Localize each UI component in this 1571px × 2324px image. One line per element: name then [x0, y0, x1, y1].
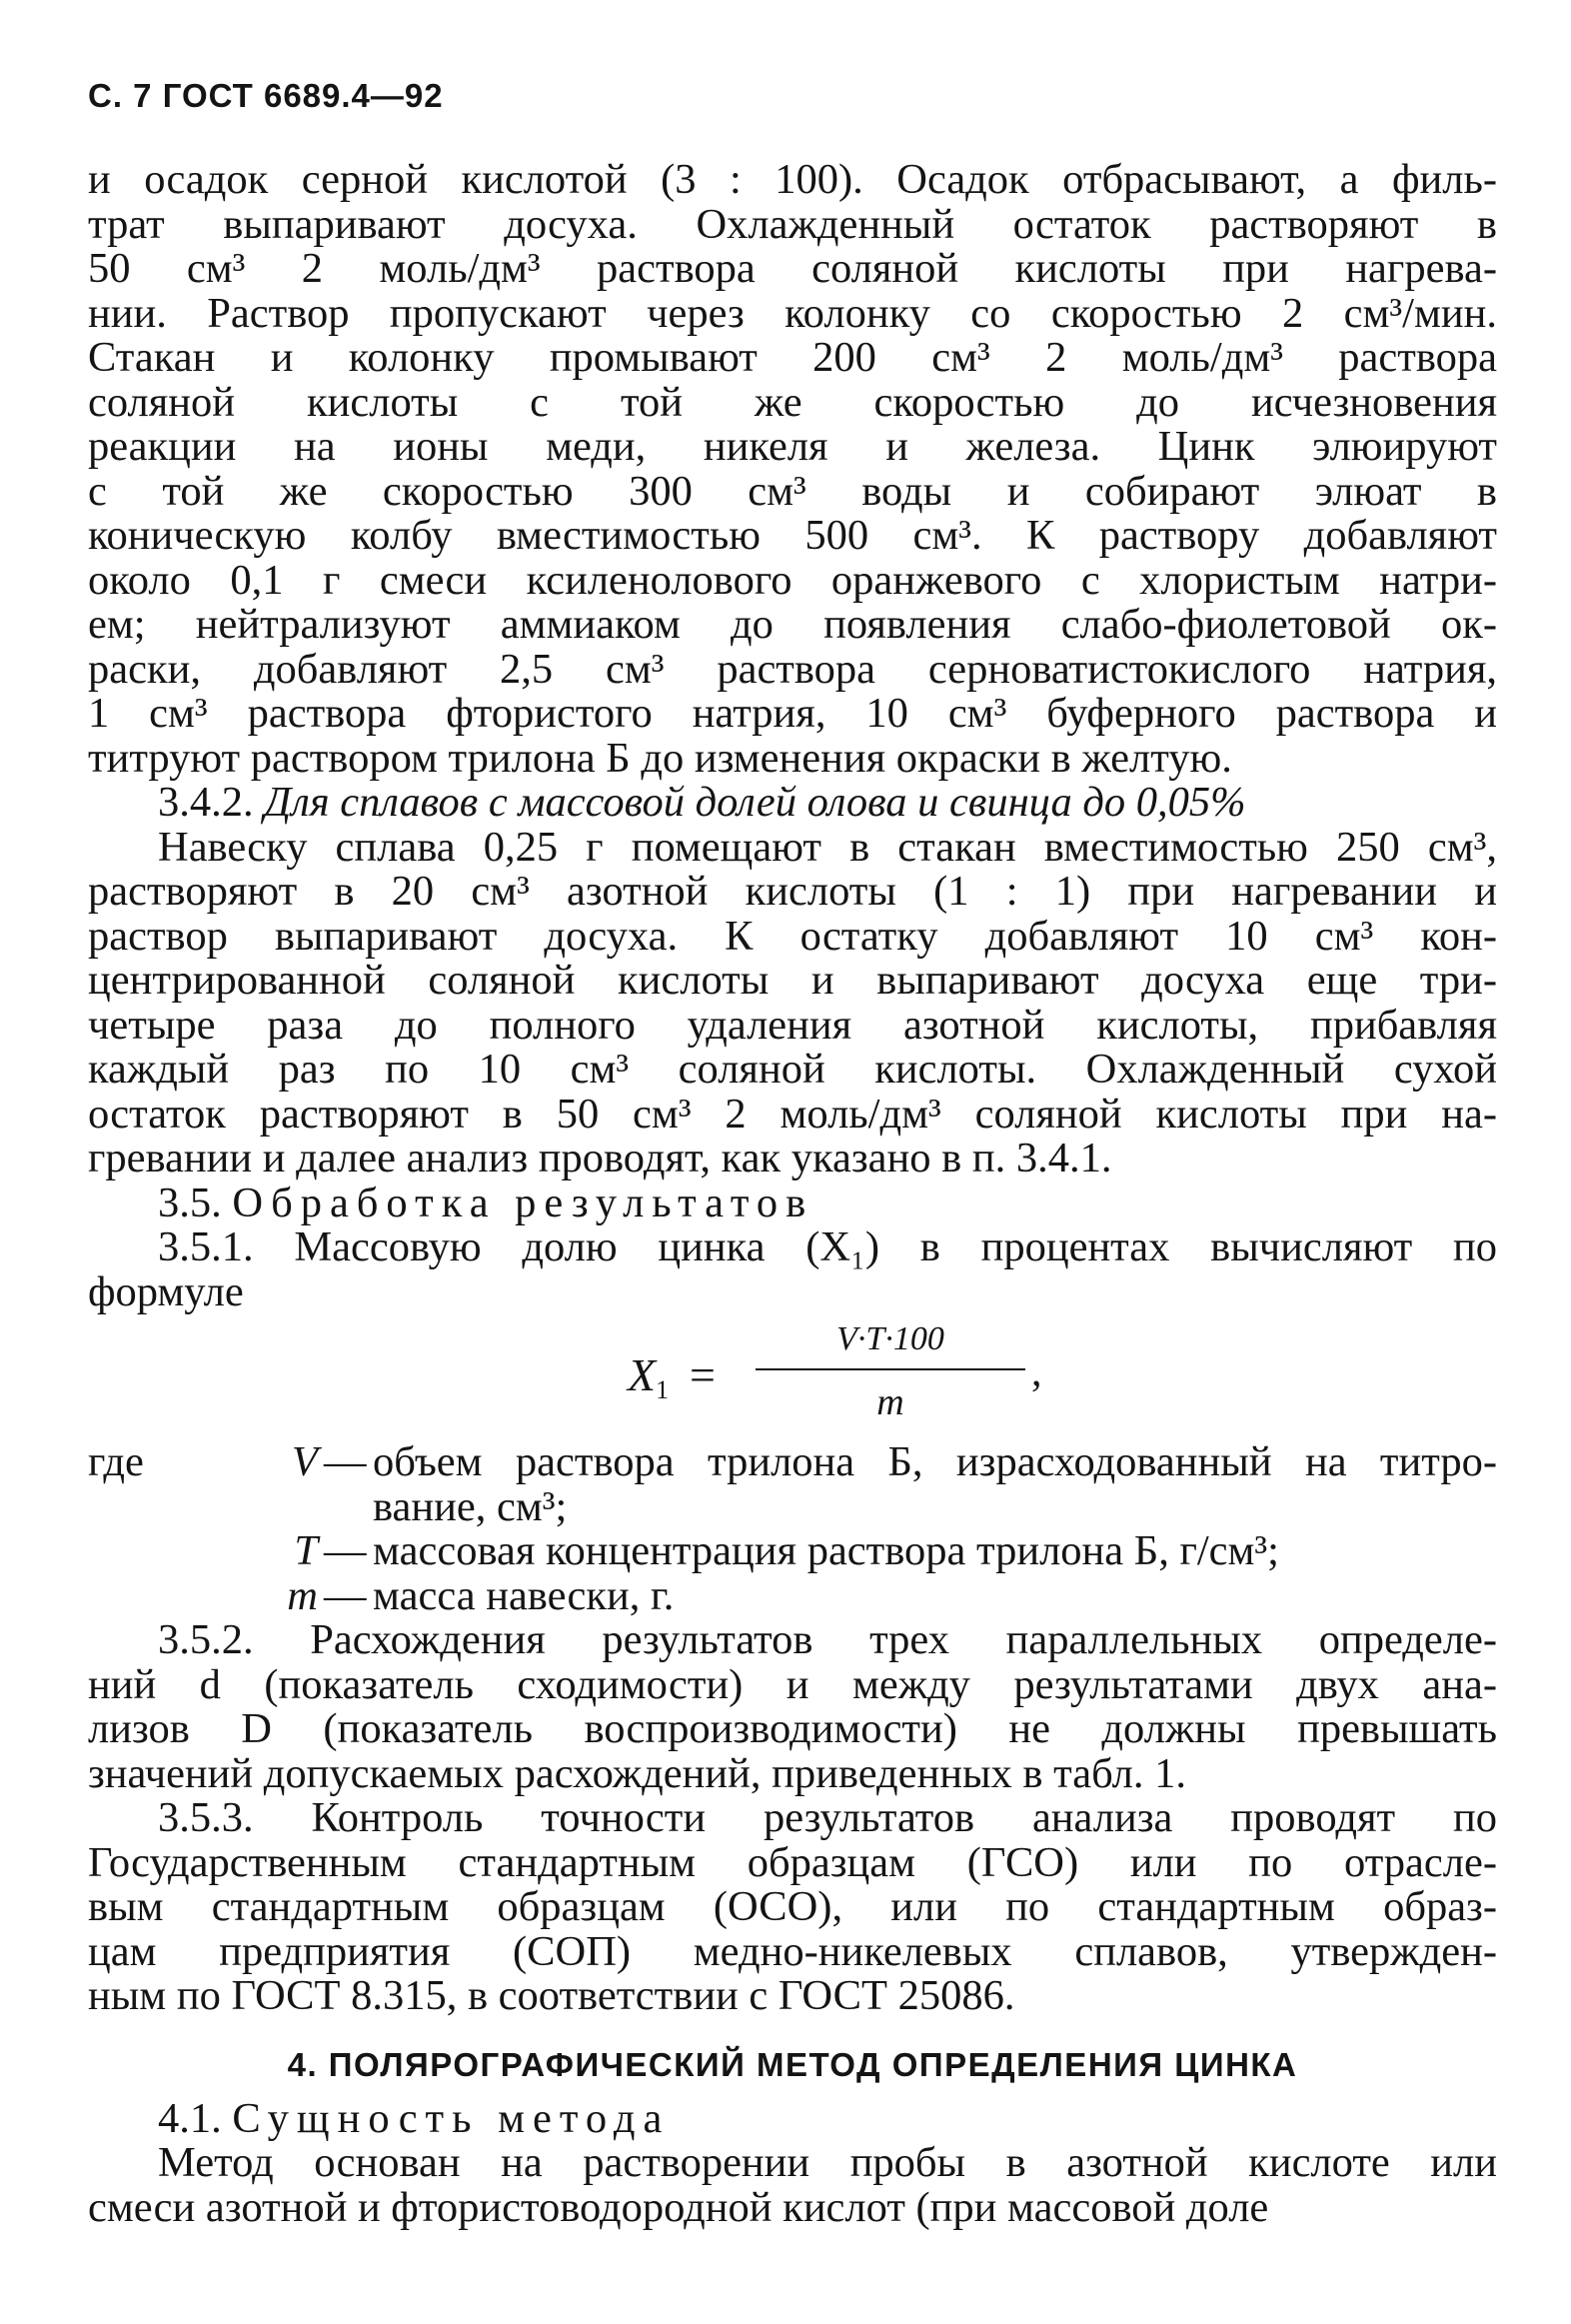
- text-line: и осадок серной кислотой (3 : 100). Осадок отбрасывают, а филь-: [88, 156, 1497, 203]
- text-line: титруют раствором трилона Б до изменения окраски в желтую.: [88, 734, 1232, 782]
- text-line: раствор выпаривают досуха. К остатку добавляют 10 см³ кон-: [88, 912, 1497, 960]
- paragraph-4-1: [88, 2141, 1497, 2230]
- paragraph-3-5-2: [88, 1618, 1497, 1796]
- text-line: 3.5.3. Контроль точности результатов анализа проводят по: [158, 1794, 1497, 1841]
- text-line: Навеску сплава 0,25 г помещают в стакан вместимостью 250 см³,: [158, 823, 1497, 871]
- section-4-1-heading: [88, 2094, 1497, 2142]
- text-line: соляной кислоты с той же скоростью до исчезновения: [88, 378, 1497, 426]
- subsection-title: Для сплавов с массовой долей олова и свинца до 0,05%: [264, 779, 1246, 826]
- text-line: с той же скоростью 300 см³ воды и собирают элюат в: [88, 467, 1497, 515]
- text-line: нии. Раствор пропускают через колонку со скоростью 2 см³/мин.: [88, 289, 1497, 337]
- text-line: смеси азотной и фтористоводородной кислот (при массовой доле: [88, 2183, 1269, 2231]
- text-line: трат выпаривают досуха. Охлажденный остаток растворяют в: [88, 200, 1497, 248]
- legend-text: вание, см³;: [373, 1482, 568, 1530]
- legend-lead: где: [88, 1438, 144, 1485]
- text-line: каждый раз по 10 см³ соляной кислоты. Охлажденный сухой: [88, 1046, 1497, 1093]
- legend-text: объем раствора трилона Б, израсходованный на титро-: [373, 1438, 1497, 1485]
- section-title: Сущность метода: [232, 2094, 671, 2142]
- formula-fraction-bar: [756, 1368, 1025, 1370]
- text-line: Стакан и колонку промывают 200 см³ 2 моль/дм³ раствора: [88, 334, 1497, 381]
- paragraph-3-4-2: [88, 823, 1497, 1181]
- section-title: Обработка результатов: [232, 1178, 814, 1226]
- formula-legend: [88, 1440, 1497, 1618]
- document-page: [88, 70, 1497, 2230]
- text-line: растворяют в 20 см³ азотной кислоты (1 : 1) при нагревании и: [88, 868, 1497, 915]
- text-line: 1 см³ раствора фтористого натрия, 10 см³ буферного раствора и: [88, 690, 1497, 737]
- paragraph-3-4-1-continued: [88, 158, 1497, 781]
- text-line: формуле: [88, 1267, 244, 1315]
- legend-text: массовая концентрация раствора трилона Б, г/см³;: [373, 1527, 1279, 1574]
- text-line: значений допускаемых расхождений, приведенных в табл. 1.: [88, 1749, 1186, 1797]
- formula-lhs: $X_1$: [628, 1349, 670, 1404]
- legend-text: масса навески, г.: [373, 1571, 675, 1619]
- section-3-5-heading: [88, 1178, 1497, 1226]
- text-line: 3.5.2. Расхождения результатов трех параллельных определе-: [158, 1616, 1497, 1663]
- subsection-3-4-2-heading: [88, 781, 1497, 826]
- text-line: гревании и далее анализ проводят, как указано в п. 3.4.1.: [88, 1135, 1112, 1181]
- legend-row: [88, 1440, 1497, 1485]
- legend-dash: —: [324, 1527, 367, 1574]
- legend-symbol: V: [292, 1438, 318, 1485]
- text-line: 50 см³ 2 моль/дм³ раствора соляной кислоты при нагрева-: [88, 245, 1497, 292]
- text-line: остаток растворяют в 50 см³ 2 моль/дм³ соляной кислоты при на-: [88, 1090, 1497, 1138]
- formula-numerator: V·T·100: [836, 1320, 944, 1357]
- zinc-formula: [88, 1320, 1497, 1438]
- legend-row: [88, 1529, 1497, 1574]
- text-line: цам предприятия (СОП) медно-никелевых сплавов, утвержден-: [88, 1927, 1497, 1975]
- text-line: лизов D (показатель воспроизводимости) не должны превышать: [88, 1705, 1497, 1752]
- formula-equals: =: [690, 1349, 716, 1400]
- text-line: коническую колбу вместимостью 500 см³. К раствору добавляют: [88, 512, 1497, 559]
- text-line: ным по ГОСТ 8.315, в соответствии с ГОСТ 25086.: [88, 1972, 1015, 2019]
- text-line: вым стандартным образцам (ОСО), или по стандартным образ-: [88, 1883, 1497, 1930]
- section-number: 3.5.: [158, 1178, 222, 1226]
- text-line: четыре раза до полного удаления азотной кислоты, прибавляя: [88, 1001, 1497, 1049]
- text-line: раски, добавляют 2,5 см³ раствора серноватистокислого натрия,: [88, 645, 1497, 693]
- text-line: Государственным стандартным образцам (ГСО) или по отрасле-: [88, 1838, 1497, 1886]
- section-4-title: 4. ПОЛЯРОГРАФИЧЕСКИЙ МЕТОД ОПРЕДЕЛЕНИЯ ЦИНКА: [287, 2045, 1298, 2083]
- text-line: около 0,1 г смеси ксиленолового оранжевого с хлористым натри-: [88, 556, 1497, 604]
- text-line: ем; нейтрализуют аммиаком до появления слабо-фиолетовой ок-: [88, 601, 1497, 648]
- paragraph-3-5-1: [88, 1225, 1497, 1314]
- section-number: 4.1.: [158, 2094, 222, 2142]
- legend-dash: —: [324, 1571, 367, 1619]
- subsection-number: 3.4.2.: [158, 779, 254, 826]
- formula-denominator: m: [876, 1381, 904, 1423]
- legend-symbol: T: [294, 1527, 318, 1574]
- text-line: центрированной соляной кислоты и выпаривают досуха еще три-: [88, 957, 1497, 1004]
- page-header: С. 7 ГОСТ 6689.4—92: [88, 77, 444, 114]
- paragraph-3-5-3: [88, 1796, 1497, 2019]
- text-line: Метод основан на растворении пробы в азотной кислоте или: [158, 2139, 1497, 2186]
- legend-row: [88, 1482, 1497, 1530]
- formula-comma: ,: [1031, 1349, 1042, 1395]
- text-line: реакции на ионы меди, никеля и железа. Цинк элюируют: [88, 423, 1497, 470]
- text-line: 3.5.1. Массовую долю цинка (X₁) в процентах вычисляют по: [158, 1223, 1497, 1270]
- legend-row: [88, 1571, 1497, 1619]
- text-line: ний d (показатель сходимости) и между результатами двух ана-: [88, 1660, 1497, 1708]
- legend-dash: —: [324, 1438, 367, 1485]
- legend-symbol: m: [287, 1571, 318, 1619]
